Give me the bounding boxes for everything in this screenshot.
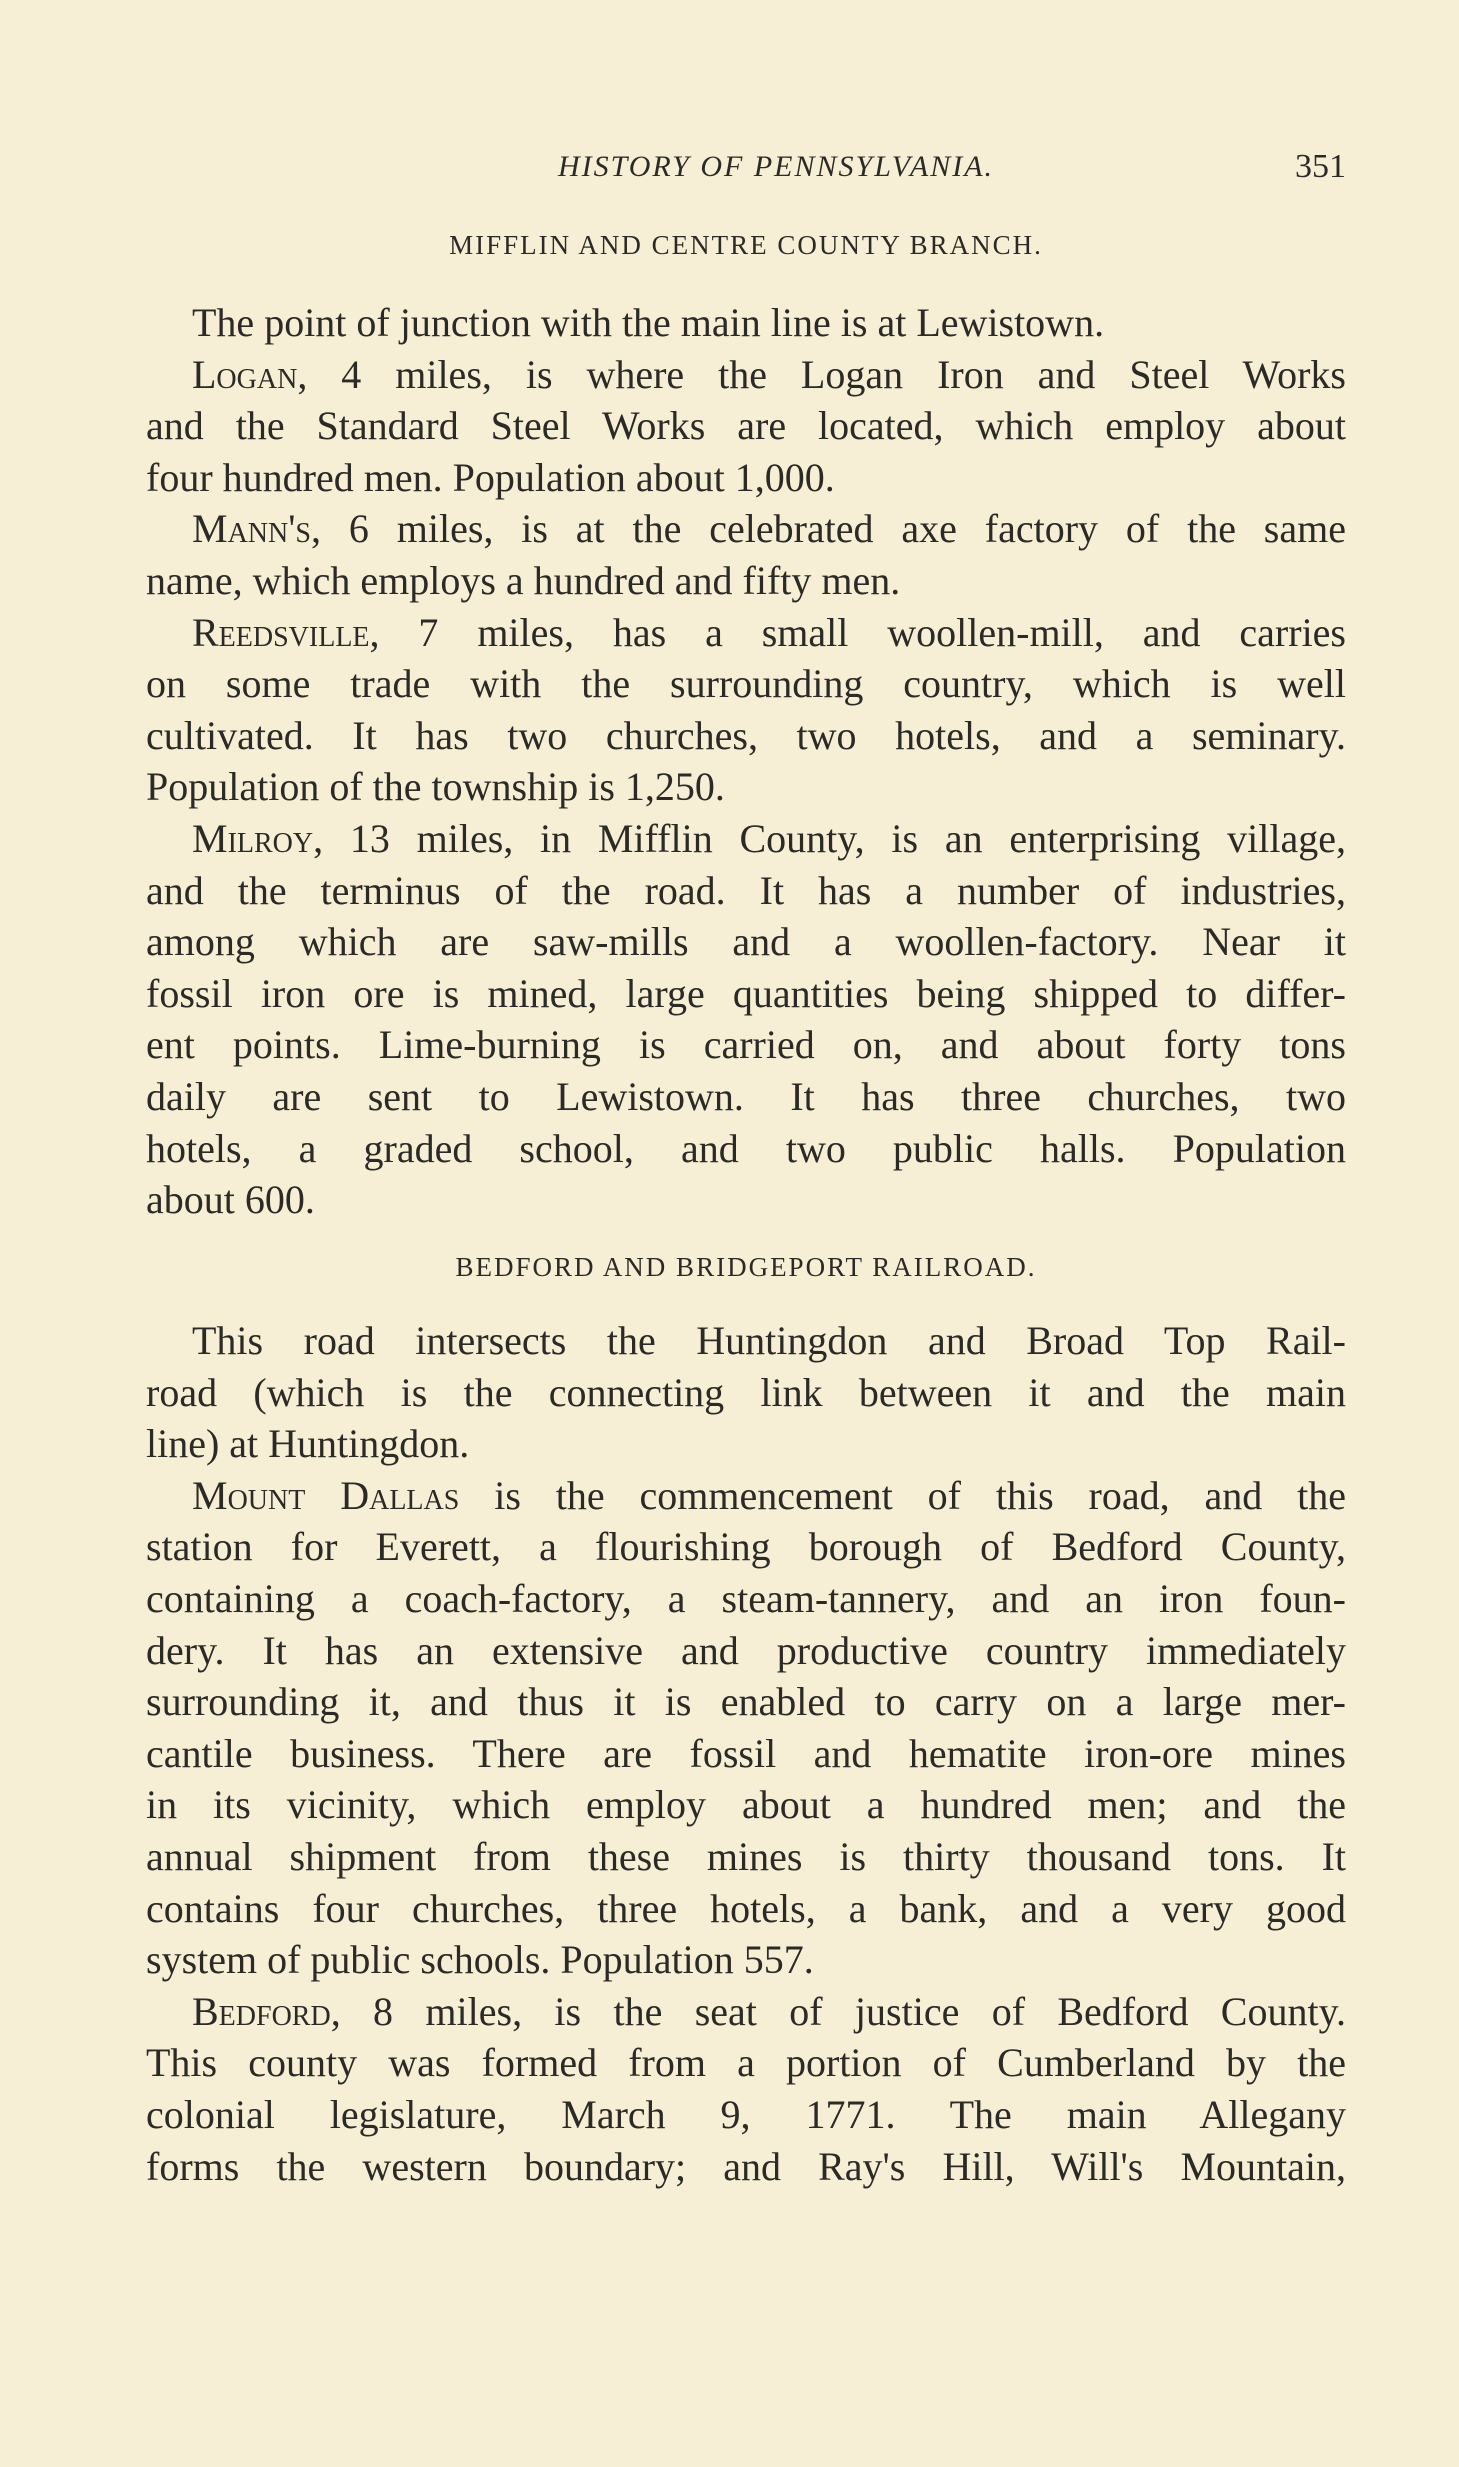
text-line — [146, 607, 1346, 659]
line-text: Population of the township is 1,250. — [146, 764, 725, 810]
line-text: ent points. Lime-burning is carried on, and about forty tons — [146, 1022, 1346, 1068]
line-text: line) at Huntingdon. — [146, 1421, 470, 1467]
text-line — [146, 452, 1346, 504]
line-text: among which are saw-mills and a woollen-factory. Near it — [146, 919, 1346, 965]
line-text: annual shipment from these mines is thirty thousand tons. It — [146, 1833, 1346, 1879]
section-body — [146, 297, 1346, 1226]
line-text: , 7 miles, has a small woollen-mill, and carries — [369, 609, 1346, 655]
line-text: The point of junction with the main line is at Lewistown. — [192, 300, 1105, 345]
line-text: forms the western boundary; and Ray's Hill, Will's Mountain, — [146, 2143, 1346, 2189]
text-line — [146, 297, 1346, 349]
running-head — [146, 150, 1346, 190]
place-name: Logan — [192, 351, 298, 397]
text-line — [146, 1625, 1346, 1677]
text-line — [146, 1831, 1346, 1883]
text-line — [146, 503, 1346, 555]
section-heading: BEDFORD AND BRIDGEPORT RAILROAD. — [455, 1252, 1037, 1282]
text-line — [146, 916, 1346, 968]
text-line — [146, 2089, 1346, 2141]
text-line — [146, 968, 1346, 1020]
line-text: is the commencement of this road, and the — [459, 1472, 1346, 1518]
line-text: , 6 miles, is at the celebrated axe factory of the same — [311, 506, 1346, 552]
line-text: four hundred men. Population about 1,000. — [146, 454, 835, 500]
section-body — [146, 1315, 1346, 2192]
text-line — [146, 710, 1346, 762]
text-line — [146, 865, 1346, 917]
line-text: and the terminus of the road. It has a number of industries, — [146, 867, 1346, 913]
line-text: in its vicinity, which employ about a hundred men; and the — [146, 1782, 1346, 1828]
text-line — [146, 400, 1346, 452]
line-text: surrounding it, and thus it is enabled to carry on a large mer- — [146, 1679, 1346, 1725]
place-name: Mann's — [192, 506, 312, 552]
line-text: system of public schools. Population 557. — [146, 1937, 814, 1983]
text-line — [146, 1071, 1346, 1123]
line-text: daily are sent to Lewistown. It has three churches, two — [146, 1073, 1346, 1119]
text-line — [146, 1573, 1346, 1625]
line-text: station for Everett, a flourishing borough of Bedford County, — [146, 1524, 1346, 1570]
line-text: dery. It has an extensive and productive country immediately — [146, 1627, 1346, 1673]
text-line — [146, 1676, 1346, 1728]
line-text: containing a coach-factory, a steam-tannery, and an iron foun- — [146, 1575, 1346, 1621]
line-text: , 8 miles, is the seat of justice of Bedford County. — [330, 1988, 1346, 2034]
line-text: This road intersects the Huntingdon and Broad Top Rail- — [192, 1318, 1346, 1363]
line-text: This county was formed from a portion of Cumberland by the — [146, 2040, 1346, 2086]
line-text: contains four churches, three hotels, a bank, and a very good — [146, 1885, 1346, 1931]
page-number: 351 — [1295, 148, 1346, 185]
text-line — [146, 349, 1346, 401]
place-name: Mount Dallas — [192, 1472, 460, 1518]
text-line — [146, 2037, 1346, 2089]
place-name: Reedsville — [192, 609, 370, 655]
text-line — [146, 1367, 1346, 1419]
line-text: name, which employs a hundred and fifty men. — [146, 557, 901, 603]
line-text: fossil iron ore is mined, large quantities being shipped to differ- — [146, 970, 1346, 1016]
text-line — [146, 1174, 1346, 1226]
text-line — [146, 555, 1346, 607]
place-name: Bedford — [192, 1988, 331, 2034]
text-line — [146, 1470, 1346, 1522]
text-line — [146, 1779, 1346, 1831]
text-line — [146, 2141, 1346, 2193]
line-text: about 600. — [146, 1177, 315, 1223]
text-line — [146, 1315, 1346, 1367]
line-text: and the Standard Steel Works are located, which employ about — [146, 403, 1346, 449]
text-line — [146, 1418, 1346, 1470]
running-head-title: HISTORY OF PENNSYLVANIA. — [557, 150, 995, 183]
line-text: hotels, a graded school, and two public halls. Population — [146, 1125, 1346, 1171]
line-text: on some trade with the surrounding country, which is well — [146, 661, 1346, 707]
place-name: Milroy — [192, 815, 314, 861]
text-line — [146, 761, 1346, 813]
line-text: colonial legislature, March 9, 1771. The main Allegany — [146, 2091, 1346, 2137]
text-line — [146, 1883, 1346, 1935]
text-line — [146, 1123, 1346, 1175]
line-text: road (which is the connecting link between it and the main — [146, 1369, 1346, 1415]
text-line — [146, 1728, 1346, 1780]
text-line — [146, 1521, 1346, 1573]
section-heading: MIFFLIN AND CENTRE COUNTY BRANCH. — [449, 230, 1043, 260]
text-line — [146, 813, 1346, 865]
text-line — [146, 1934, 1346, 1986]
line-text: cultivated. It has two churches, two hotels, and a seminary. — [146, 712, 1346, 758]
text-line — [146, 1019, 1346, 1071]
text-line — [146, 1986, 1346, 2038]
line-text: cantile business. There are fossil and hematite iron-ore mines — [146, 1730, 1346, 1776]
line-text: , 13 miles, in Mifflin County, is an enterprising village, — [313, 815, 1346, 861]
line-text: , 4 miles, is where the Logan Iron and Steel Works — [297, 351, 1346, 397]
text-line — [146, 658, 1346, 710]
